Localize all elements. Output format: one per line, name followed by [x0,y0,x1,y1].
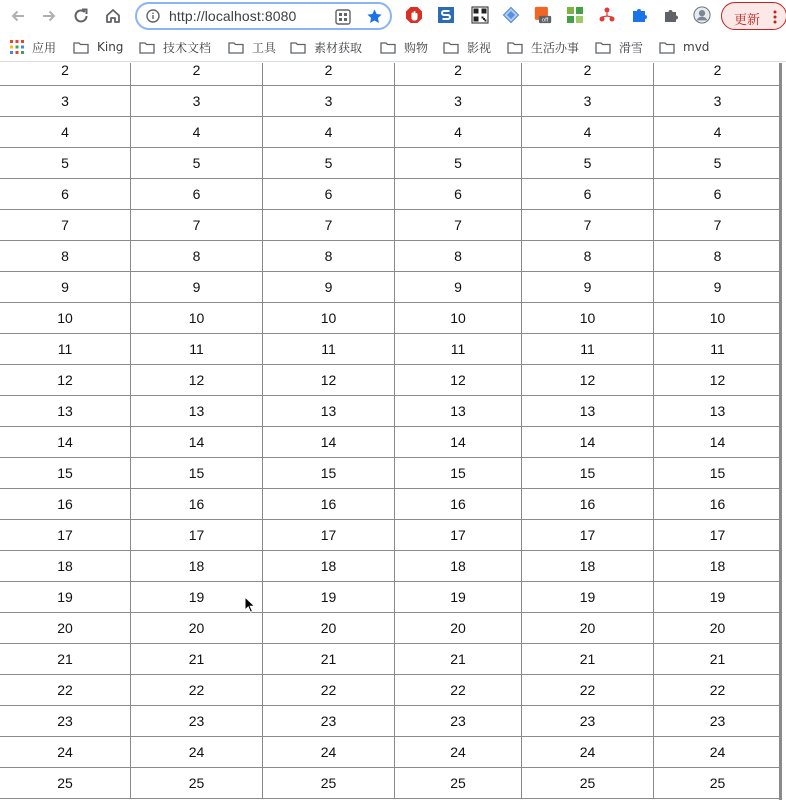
folder-icon [443,41,459,54]
network-icon [598,6,616,24]
table-cell: 2 [131,63,263,86]
table-cell: 7 [654,210,781,241]
table-cell: 8 [654,241,781,272]
folder-icon [73,41,89,54]
table-cell: 2 [395,63,522,86]
table-cell: 12 [522,365,654,396]
table-cell: 14 [522,427,654,458]
table-cell: 7 [522,210,654,241]
adblock-icon [405,6,423,24]
table-row [0,86,780,117]
table-row [0,489,780,520]
folder-icon [290,41,306,54]
table-cell: 11 [654,334,781,365]
table-cell: 17 [395,520,522,551]
diamond-extension[interactable] [502,6,520,24]
table-cell: 25 [131,768,263,799]
table-row [0,644,780,675]
arrow-left-icon [9,7,27,25]
table-cell: 19 [654,582,781,613]
table-cell: 7 [0,210,131,241]
table-cell: 5 [395,148,522,179]
off-extension[interactable] [534,6,552,24]
table-cell: 20 [263,613,395,644]
data-table [0,63,780,799]
table-cell: 17 [0,520,131,551]
table-cell: 14 [395,427,522,458]
table-cell: 20 [654,613,781,644]
bookmark-folder[interactable] [595,39,643,55]
off-badge-text: off [541,17,549,24]
table-cell: 15 [0,458,131,489]
folder-icon [507,41,523,54]
table-cell: 13 [131,396,263,427]
table-cell: 23 [654,706,781,737]
table-row [0,582,780,613]
home-icon [104,7,122,25]
qr-code-extension[interactable] [471,6,489,24]
table-body [0,63,780,799]
table-cell: 18 [395,551,522,582]
table-cell: 7 [263,210,395,241]
info-icon[interactable] [146,9,160,23]
bookmark-folder[interactable] [659,39,709,55]
table-cell: 10 [0,303,131,334]
folder-icon [595,41,611,54]
table-cell: 24 [0,737,131,768]
table-row [0,520,780,551]
table-cell: 15 [654,458,781,489]
table-cell: 24 [654,737,781,768]
mouse-cursor-icon [244,596,256,614]
bookmark-label: 购物 [404,40,429,55]
table-cell: 6 [263,179,395,210]
puzzle-blue-icon [630,6,648,24]
browser-toolbar [0,0,786,32]
table-row [0,458,780,489]
table-cell: 6 [0,179,131,210]
table-cell: 9 [522,272,654,303]
bookmark-label: 影视 [467,40,492,55]
table-cell: 15 [395,458,522,489]
bookmark-folder[interactable] [228,39,276,55]
reload-button[interactable] [70,5,92,27]
table-row [0,551,780,582]
table-row [0,117,780,148]
bookmark-folder[interactable] [443,39,491,55]
table-cell: 25 [395,768,522,799]
table-cell: 19 [263,582,395,613]
table-cell: 12 [395,365,522,396]
table-cell: 2 [522,63,654,86]
table-cell: 16 [263,489,395,520]
bookmark-folder[interactable] [380,39,428,55]
diamond-icon [502,6,520,24]
adblock-extension[interactable] [405,6,423,24]
table-cell: 20 [0,613,131,644]
forward-button[interactable] [38,5,60,27]
qr-code-icon [471,6,489,24]
bookmark-label: King [97,40,124,54]
table-cell: 23 [263,706,395,737]
table-cell: 12 [263,365,395,396]
table-cell: 16 [0,489,131,520]
table-cell: 2 [263,63,395,86]
table-cell: 22 [263,675,395,706]
table-cell: 6 [131,179,263,210]
table-cell: 19 [131,582,263,613]
table-row [0,706,780,737]
table-cell: 9 [395,272,522,303]
reload-icon [72,7,90,25]
table-cell: 4 [263,117,395,148]
table-cell: 11 [0,334,131,365]
table-cell: 24 [131,737,263,768]
table-cell: 16 [654,489,781,520]
table-cell: 13 [0,396,131,427]
bookmark-apps[interactable] [10,39,56,55]
table-row [0,737,780,768]
table-cell: 21 [263,644,395,675]
bookmark-folder[interactable] [507,39,579,55]
table-cell: 14 [263,427,395,458]
table-cell: 11 [522,334,654,365]
table-cell: 23 [522,706,654,737]
table-cell: 23 [131,706,263,737]
profile-icon [693,5,711,25]
table-cell: 4 [0,117,131,148]
folder-icon [139,41,155,54]
table-cell: 10 [395,303,522,334]
table-cell: 11 [395,334,522,365]
table-cell: 5 [131,148,263,179]
s-extension[interactable] [437,6,455,24]
update-label: 更新 [734,13,761,28]
table-cell: 23 [395,706,522,737]
table-cell: 10 [522,303,654,334]
table-cell: 2 [0,63,131,86]
extensions-menu[interactable] [662,6,680,24]
table-cell: 16 [522,489,654,520]
table-row [0,396,780,427]
table-cell: 9 [131,272,263,303]
table-cell: 21 [654,644,781,675]
table-cell: 12 [131,365,263,396]
table-cell: 5 [654,148,781,179]
url-text: http://localhost:8080 [169,8,297,24]
table-cell: 16 [395,489,522,520]
bookmark-folder[interactable] [73,39,123,55]
table-row [0,241,780,272]
table-cell: 10 [131,303,263,334]
table-cell: 8 [0,241,131,272]
bookmark-label: 技术文档 [163,40,212,55]
table-cell: 12 [654,365,781,396]
table-cell: 18 [522,551,654,582]
bookmark-label: 工具 [252,40,277,55]
table-cell: 17 [654,520,781,551]
bookmark-label: mvd [683,40,710,54]
bookmark-folder[interactable] [290,39,362,55]
table-row [0,768,780,799]
table-cell: 7 [395,210,522,241]
table-row [0,148,780,179]
table-cell: 22 [654,675,781,706]
bookmark-folder[interactable] [139,39,211,55]
table-cell: 25 [654,768,781,799]
folder-icon [380,41,396,54]
back-button[interactable] [7,5,29,27]
table-row [0,63,780,86]
network-extension[interactable] [598,6,616,24]
table-cell: 21 [395,644,522,675]
table-cell: 10 [263,303,395,334]
table-cell: 22 [395,675,522,706]
table-row [0,303,780,334]
table-cell: 13 [263,396,395,427]
table-cell: 25 [522,768,654,799]
table-cell: 24 [522,737,654,768]
table-cell: 5 [263,148,395,179]
folder-icon [228,41,244,54]
page-viewport[interactable] [0,63,780,800]
table-cell: 24 [263,737,395,768]
table-cell: 8 [395,241,522,272]
table-cell: 22 [0,675,131,706]
update-button[interactable] [721,2,786,30]
table-cell: 14 [654,427,781,458]
table-cell: 3 [0,86,131,117]
table-row [0,334,780,365]
table-cell: 6 [522,179,654,210]
table-cell: 6 [395,179,522,210]
table-cell: 24 [395,737,522,768]
bookmark-label: 应用 [32,40,57,55]
table-cell: 15 [131,458,263,489]
table-cell: 4 [395,117,522,148]
bookmark-label: 素材获取 [314,40,363,55]
table-cell: 18 [263,551,395,582]
table-cell: 18 [131,551,263,582]
table-row [0,210,780,241]
table-cell: 25 [263,768,395,799]
table-cell: 15 [522,458,654,489]
profile-button[interactable] [693,6,711,24]
table-cell: 19 [0,582,131,613]
table-cell: 3 [395,86,522,117]
table-cell: 17 [522,520,654,551]
table-cell: 12 [0,365,131,396]
blue-puzzle-extension[interactable] [630,6,648,24]
off-badge-icon [534,4,552,26]
home-button[interactable] [102,5,124,27]
window-edge [782,63,786,800]
qr-scan-icon[interactable] [335,9,351,25]
table-cell: 5 [522,148,654,179]
table-cell: 25 [0,768,131,799]
table-cell: 4 [522,117,654,148]
table-row [0,179,780,210]
table-cell: 15 [263,458,395,489]
address-bar[interactable] [135,2,392,30]
table-cell: 3 [654,86,781,117]
bookmark-label: 生活办事 [531,40,580,55]
table-cell: 17 [263,520,395,551]
table-cell: 8 [263,241,395,272]
table-cell: 14 [131,427,263,458]
table-cell: 18 [0,551,131,582]
table-cell: 9 [263,272,395,303]
table-cell: 14 [0,427,131,458]
table-cell: 20 [131,613,263,644]
table-row [0,613,780,644]
table-cell: 4 [131,117,263,148]
table-cell: 20 [395,613,522,644]
table-cell: 9 [654,272,781,303]
table-cell: 6 [654,179,781,210]
apps-grid-icon [10,40,24,54]
table-cell: 5 [0,148,131,179]
folder-icon [659,41,675,54]
table-cell: 3 [131,86,263,117]
table-cell: 20 [522,613,654,644]
more-vert-icon [773,9,777,25]
table-cell: 23 [0,706,131,737]
table-cell: 8 [522,241,654,272]
arrow-right-icon [40,7,58,25]
table-cell: 21 [522,644,654,675]
table-cell: 11 [263,334,395,365]
bookmarks-bar [0,32,786,62]
table-cell: 3 [522,86,654,117]
table-cell: 3 [263,86,395,117]
bookmark-star-icon[interactable] [366,8,383,25]
s-icon [437,6,455,24]
table-row [0,675,780,706]
table-cell: 9 [0,272,131,303]
table-cell: 10 [654,303,781,334]
green-grid-icon [566,6,584,24]
table-cell: 16 [131,489,263,520]
table-row [0,427,780,458]
table-cell: 2 [654,63,781,86]
puzzle-icon [662,6,680,24]
table-row [0,365,780,396]
table-cell: 21 [0,644,131,675]
table-cell: 18 [654,551,781,582]
bookmark-label: 滑雪 [619,40,644,55]
table-cell: 17 [131,520,263,551]
table-cell: 19 [395,582,522,613]
table-cell: 4 [654,117,781,148]
table-cell: 19 [522,582,654,613]
green-grid-extension[interactable] [566,6,584,24]
table-cell: 13 [395,396,522,427]
table-cell: 8 [131,241,263,272]
table-cell: 13 [654,396,781,427]
table-cell: 13 [522,396,654,427]
table-cell: 7 [131,210,263,241]
table-cell: 21 [131,644,263,675]
table-cell: 11 [131,334,263,365]
table-cell: 22 [131,675,263,706]
table-row [0,272,780,303]
table-cell: 22 [522,675,654,706]
